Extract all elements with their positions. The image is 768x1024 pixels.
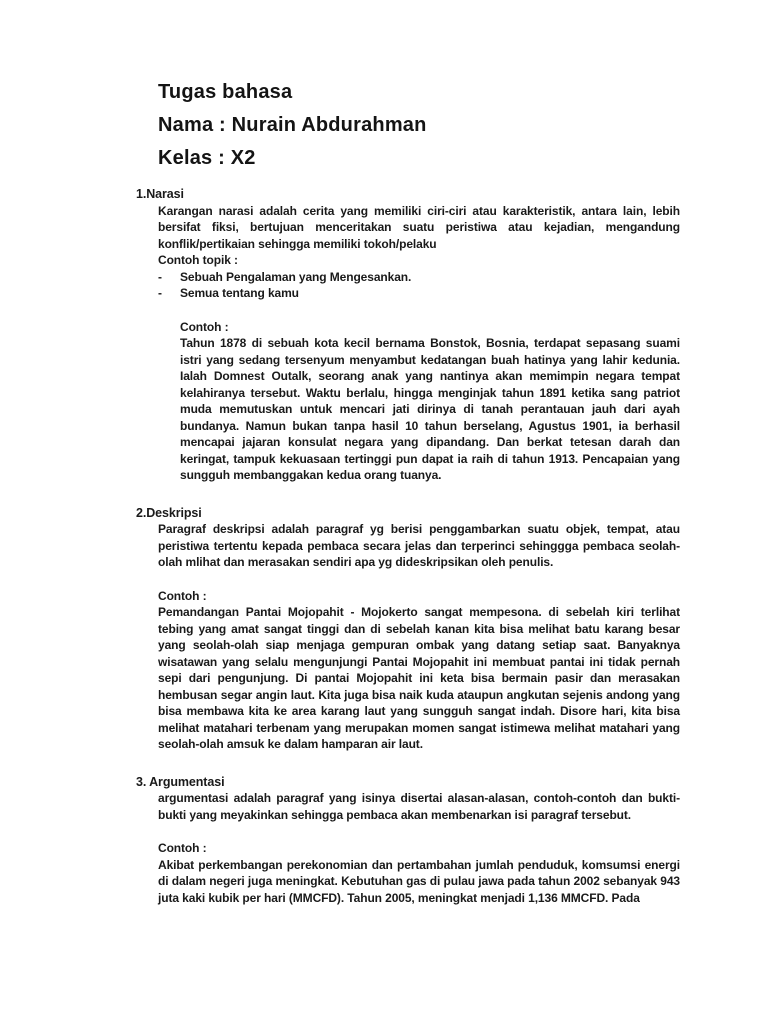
section-intro: argumentasi adalah paragraf yang isinya disertai alasan-alasan, contoh-contoh dan bukti-bukti yang meyakinkan sehingga pembaca akan membenarkan isi paragraf tersebut.: [158, 791, 680, 822]
section-deskripsi: [136, 505, 680, 753]
contoh-label: Contoh :: [158, 841, 207, 855]
bullet-text: Semua tentang kamu: [180, 286, 299, 300]
section-argumentasi: [136, 774, 680, 907]
contoh-block: [158, 840, 680, 906]
contoh-paragraph: Tahun 1878 di sebuah kota kecil bernama Bonstok, Bosnia, terdapat sepasang suami istri yang sedang tersenyum menyambut kedatangan buah hatinya yang lahir kedunia. Ialah Domnest Outalk, seorang anak yang nantinya akan memimpin negara tempat kelahiranya tersebut. Waktu berlalu, hingga menginjak tahun 1891 ketika sang patriot muda memutuskan untuk mencari jati dirinya di tanah perantauan jauh dari ayah bundanya. Namun bukan tanpa hasil 10 tahun berselang, Agustus 1901, ia berhasil mencapai jajaran konsulat negara yang dipandang. Dan berkat tetesan darah dan keringat, tampuk kekuasaan tertinggi pun dapat ia raih di tahun 1913. Pencapaian yang sungguh membanggakan kedua orang tuanya.: [180, 336, 680, 482]
document-header: [158, 76, 427, 175]
doc-title: Tugas bahasa: [158, 81, 293, 103]
contoh-topik-label: Contoh topik :: [158, 253, 238, 267]
contoh-block: [158, 588, 680, 753]
list-item: [158, 269, 680, 286]
section-heading: 3. Argumentasi: [136, 774, 225, 789]
section-narasi: [136, 186, 680, 484]
contoh-label: Contoh :: [180, 319, 229, 334]
contoh-label: Contoh :: [158, 588, 207, 603]
section-intro: Paragraf deskripsi adalah paragraf yg berisi penggambarkan suatu objek, tempat, atau peristiwa tertentu kepada pembaca secara jelas dan terperinci sehinggga pembaca seolah-olah mlihat dan merasakan sendiri apa yg dideskripsikan oleh penulis.: [158, 522, 680, 569]
section-heading: 2.Deskripsi: [136, 505, 202, 520]
contoh-paragraph: Akibat perkembangan perekonomian dan pertambahan jumlah penduduk, komsumsi energi di dalam negeri juga meningkat. Kebutuhan gas di pulau jawa pada tahun 2002 sebanyak 943 juta kaki kubik per hari (MMCFD). Tahun 2005, meningkat menjadi 1,136 MMCFD. Pada: [158, 857, 680, 905]
contoh-paragraph: Pemandangan Pantai Mojopahit - Mojokerto sangat mempesona. di sebelah kiri terlihat tebing yang amat sangat tinggi dan di sebelah kanan kita bisa melihat batu karang besar yang seolah-olah siap menjaga gempuran ombak yang datang setiap saat. Banyaknya wisatawan yang selalu mengunjungi Pantai Mojopahit ini membuat pantai ini tidak pernah sepi dari pengunjung. Di pantai Mojopahit ini keta bisa bermain pasir dan merasakan hembusan segar angin laut. Kita juga bisa naik kuda ataupun angkutan sejenis andong yang bisa membawa kita ke area karang laut yang sungguh sangat indah. Disore hari, kita bisa melihat matahari terbenam yang merupakan momen sangat istimewa melihat matahari yang seolah-olah amsuk ke dalam hamparan air laut.: [158, 605, 680, 751]
bullet-dash: -: [158, 286, 162, 300]
section-intro: Karangan narasi adalah cerita yang memiliki ciri-ciri atau karakteristik, antara lain, lebih bersifat fiksi, bertujuan menceritakan suatu peristiwa atau kejadian, mengandung konflik/pertikaian sehingga memiliki tokoh/pelaku: [158, 203, 680, 251]
contoh-block: [180, 319, 680, 484]
section-heading: 1.Narasi: [136, 187, 184, 201]
doc-class-line: Kelas : X2: [158, 147, 256, 169]
bullet-text: Sebuah Pengalaman yang Mengesankan.: [180, 269, 412, 284]
bullet-dash: -: [158, 269, 162, 284]
list-item: [158, 285, 680, 302]
doc-name-line: Nama : Nurain Abdurahman: [158, 114, 427, 136]
topic-bullet-list: [136, 269, 680, 302]
document-body: [136, 186, 680, 927]
